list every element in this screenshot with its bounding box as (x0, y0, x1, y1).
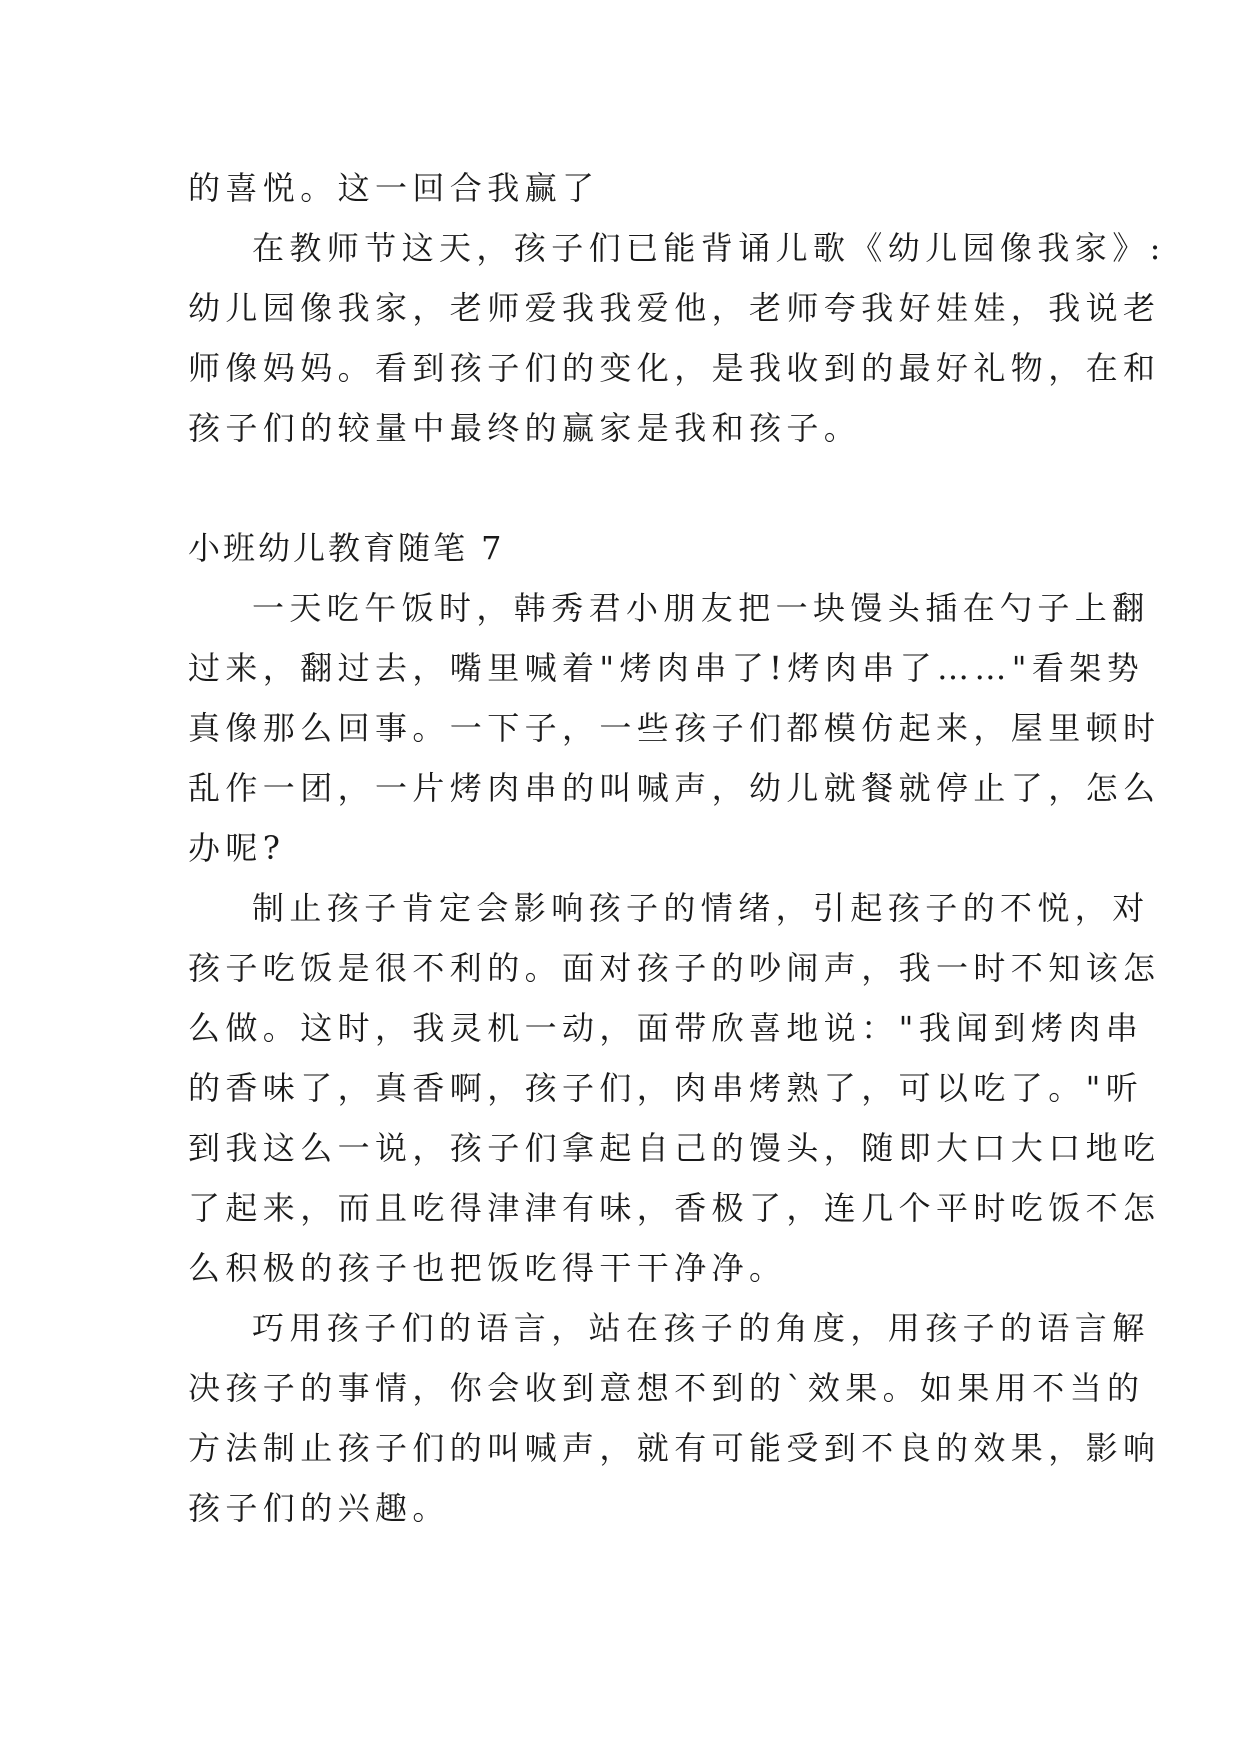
text-line: 乱作一团，一片烤肉串的叫喊声，幼儿就餐就停止了，怎么 (188, 769, 1161, 807)
text-line: 么积极的孩子也把饭吃得干干净净。 (188, 1249, 787, 1287)
text-line: 孩子吃饭是很不利的。面对孩子的吵闹声，我一时不知该怎 (188, 949, 1161, 987)
paragraph-intro-end: 的喜悦。这一回合我赢了 (188, 169, 600, 207)
text-line: 决孩子的事情，你会收到意想不到的`效果。如果用不当的 (188, 1369, 1145, 1407)
text-line: 在教师节这天，孩子们已能背诵儿歌《幼儿园像我家》: (252, 229, 1166, 267)
text-line: 师像妈妈。看到孩子们的变化，是我收到的最好礼物，在和 (188, 349, 1161, 387)
section-spacer (188, 458, 1048, 518)
text-line: 一天吃午饭时，韩秀君小朋友把一块馒头插在勺子上翻 (252, 589, 1150, 627)
paragraph-lunch-story (188, 578, 1161, 878)
text-line: 办呢? (188, 829, 286, 867)
text-line: 了起来，而且吃得津津有味，香极了，连几个平时吃饭不怎 (188, 1189, 1161, 1227)
text-line: 幼儿园像我家，老师爱我我爱他，老师夸我好娃娃，我说老 (188, 289, 1161, 327)
text-line: 的香味了，真香啊，孩子们，肉串烤熟了，可以吃了。"听 (188, 1069, 1144, 1107)
paragraph-conclusion (188, 1298, 1161, 1538)
text-line: 方法制止孩子们的叫喊声，就有可能受到不良的效果，影响 (188, 1429, 1161, 1467)
text-line: 孩子们的兴趣。 (188, 1489, 450, 1527)
text-line: 孩子们的较量中最终的赢家是我和孩子。 (188, 409, 862, 447)
paragraph-teachers-day (188, 218, 1166, 458)
text-line: 么做。这时，我灵机一动，面带欣喜地说："我闻到烤肉串 (188, 1009, 1144, 1047)
text-line: 到我这么一说，孩子们拿起自己的馒头，随即大口大口地吃 (188, 1129, 1161, 1167)
text-line: 制止孩子肯定会影响孩子的情绪，引起孩子的不悦，对 (252, 889, 1150, 927)
section-heading: 小班幼儿教育随笔 7 (188, 529, 505, 567)
paragraph-response (188, 878, 1161, 1298)
text-line: 巧用孩子们的语言，站在孩子的角度，用孩子的语言解 (252, 1309, 1150, 1347)
text-line: 真像那么回事。一下子，一些孩子们都模仿起来，屋里顿时 (188, 709, 1161, 747)
text-line: 过来，翻过去，嘴里喊着"烤肉串了!烤肉串了……"看架势 (188, 649, 1145, 687)
document-body (188, 158, 1166, 1538)
